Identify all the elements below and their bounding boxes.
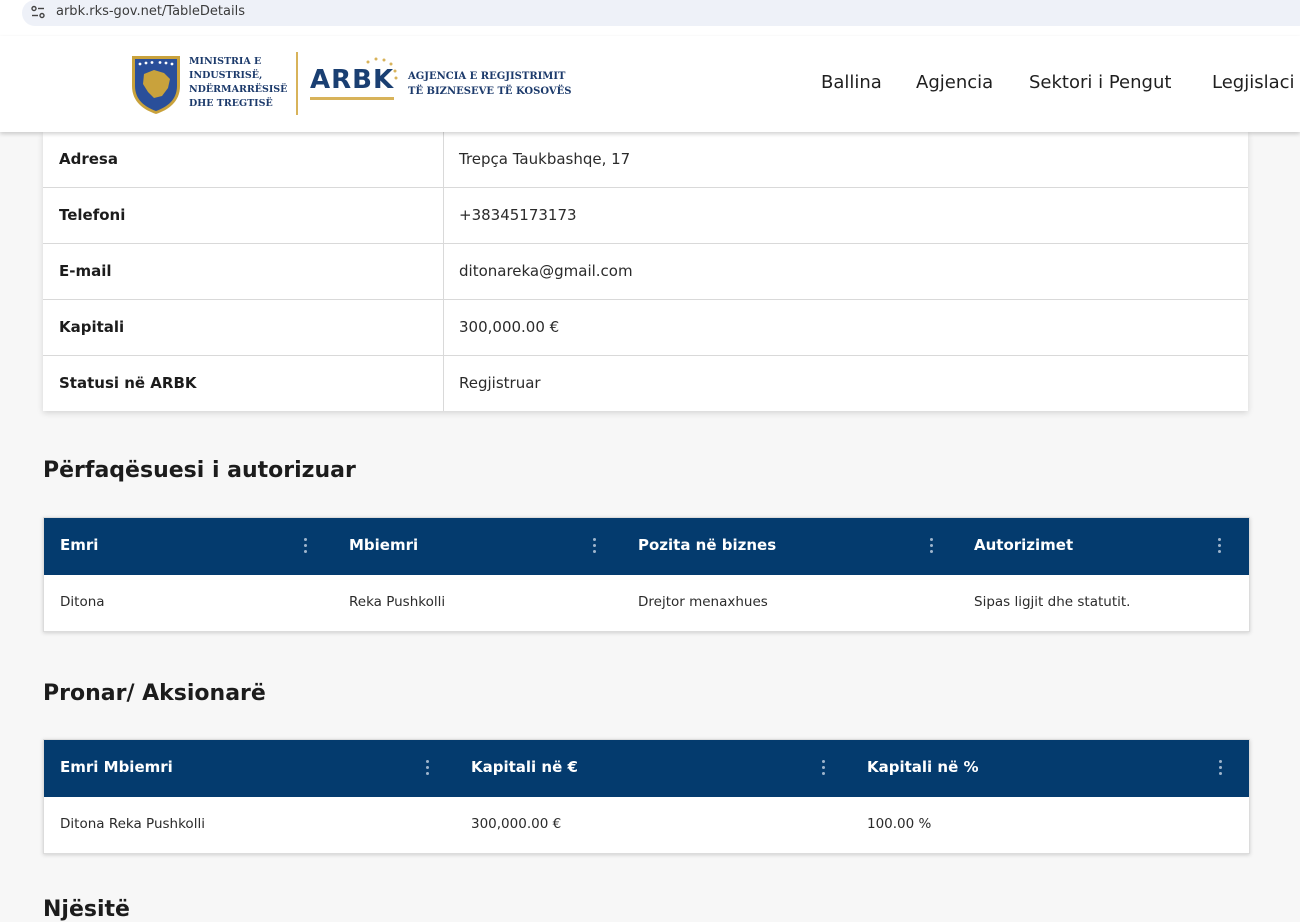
column-header-label: Kapitali në €	[471, 758, 578, 776]
arbk-logo[interactable]: ARBK	[310, 65, 395, 95]
column-header-pozita[interactable]	[622, 518, 958, 575]
column-divider	[443, 132, 444, 187]
agency-line: AGJENCIA E REGJISTRIMIT	[408, 71, 566, 82]
info-row-statusi	[43, 356, 1248, 411]
column-header-label: Kapitali në %	[867, 758, 979, 776]
table-row	[44, 797, 1249, 852]
section-title-units: Njësitë	[43, 897, 130, 922]
url-text[interactable]: arbk.rks-gov.net/TableDetails	[56, 4, 245, 19]
info-key: Telefoni	[59, 206, 126, 224]
column-header-kapitali-eur[interactable]	[455, 740, 851, 797]
table-row	[44, 575, 1249, 630]
nav-item-legjislacioni[interactable]: Legjislaci	[1212, 72, 1295, 93]
column-divider	[443, 356, 444, 411]
column-menu-icon[interactable]	[426, 760, 430, 778]
browser-address-bar	[0, 0, 1300, 36]
ministry-name	[189, 55, 287, 111]
column-header-label: Mbiemri	[349, 536, 419, 554]
column-header-label: Emri Mbiemri	[60, 758, 173, 776]
table-cell: Sipas ligjit dhe statutit.	[974, 594, 1131, 610]
table-cell: 100.00 %	[867, 816, 932, 832]
column-divider	[443, 188, 444, 243]
column-header-label: Pozita në biznes	[638, 536, 777, 554]
site-info-icon[interactable]	[30, 4, 46, 20]
header-divider	[296, 52, 298, 115]
column-menu-icon[interactable]	[304, 538, 308, 556]
table-cell: Ditona Reka Pushkolli	[60, 816, 205, 832]
table-cell: Reka Pushkolli	[349, 594, 446, 610]
table-cell: Ditona	[60, 594, 105, 610]
table-cell: 300,000.00 €	[471, 816, 562, 832]
business-info-table	[43, 132, 1248, 411]
info-value: ditonareka@gmail.com	[459, 262, 633, 280]
info-key: Adresa	[59, 150, 118, 168]
info-value: Trepça Taukbashqe, 17	[459, 150, 631, 168]
agency-name	[408, 69, 571, 99]
info-key: Statusi në ARBK	[59, 374, 197, 392]
info-row-kapitali	[43, 300, 1248, 356]
info-row-telefoni	[43, 188, 1248, 244]
info-value: 300,000.00 €	[459, 318, 560, 336]
column-menu-icon[interactable]	[593, 538, 597, 556]
column-menu-icon[interactable]	[930, 538, 934, 556]
table-cell: Drejtor menaxhues	[638, 594, 768, 610]
nav-item-agjencia[interactable]: Agjencia	[916, 72, 994, 93]
ministry-line: NDËRMARRËSISË	[189, 84, 288, 95]
section-title-representative: Përfaqësuesi i autorizuar	[43, 458, 356, 483]
info-row-email	[43, 244, 1248, 300]
column-header-autorizimet[interactable]	[958, 518, 1249, 575]
ministry-line: INDUSTRISË,	[189, 70, 263, 81]
column-header-label: Autorizimet	[974, 536, 1074, 554]
section-title-owners: Pronar/ Aksionarë	[43, 681, 266, 706]
nav-item-ballina[interactable]: Ballina	[821, 72, 882, 93]
ministry-line: DHE TREGTISË	[189, 98, 273, 109]
column-menu-icon[interactable]	[822, 760, 826, 778]
column-menu-icon[interactable]	[1218, 538, 1222, 556]
column-divider	[443, 300, 444, 355]
column-header-mbiemri[interactable]	[333, 518, 622, 575]
info-row-adresa	[43, 132, 1248, 188]
info-value: +38345173173	[459, 206, 577, 224]
arbk-underline	[310, 97, 394, 100]
column-header-label: Emri	[60, 536, 99, 554]
site-header	[0, 36, 1300, 132]
nav-item-sektori-i-pengut[interactable]: Sektori i Pengut	[1029, 72, 1172, 93]
info-key: E-mail	[59, 262, 112, 280]
owners-table	[43, 739, 1250, 854]
column-header-emri-mbiemri[interactable]	[44, 740, 455, 797]
representative-table	[43, 517, 1250, 632]
agency-line: TË BIZNESEVE TË KOSOVËS	[408, 86, 572, 97]
table-header	[44, 740, 1249, 797]
column-header-emri[interactable]	[44, 518, 333, 575]
column-header-kapitali-percent[interactable]	[851, 740, 1249, 797]
ministry-line: MINISTRIA E	[189, 56, 262, 67]
column-divider	[443, 244, 444, 299]
table-header	[44, 518, 1249, 575]
kosovo-emblem-icon[interactable]	[128, 52, 184, 116]
column-menu-icon[interactable]	[1219, 760, 1223, 778]
info-value: Regjistruar	[459, 374, 541, 392]
info-key: Kapitali	[59, 318, 125, 336]
